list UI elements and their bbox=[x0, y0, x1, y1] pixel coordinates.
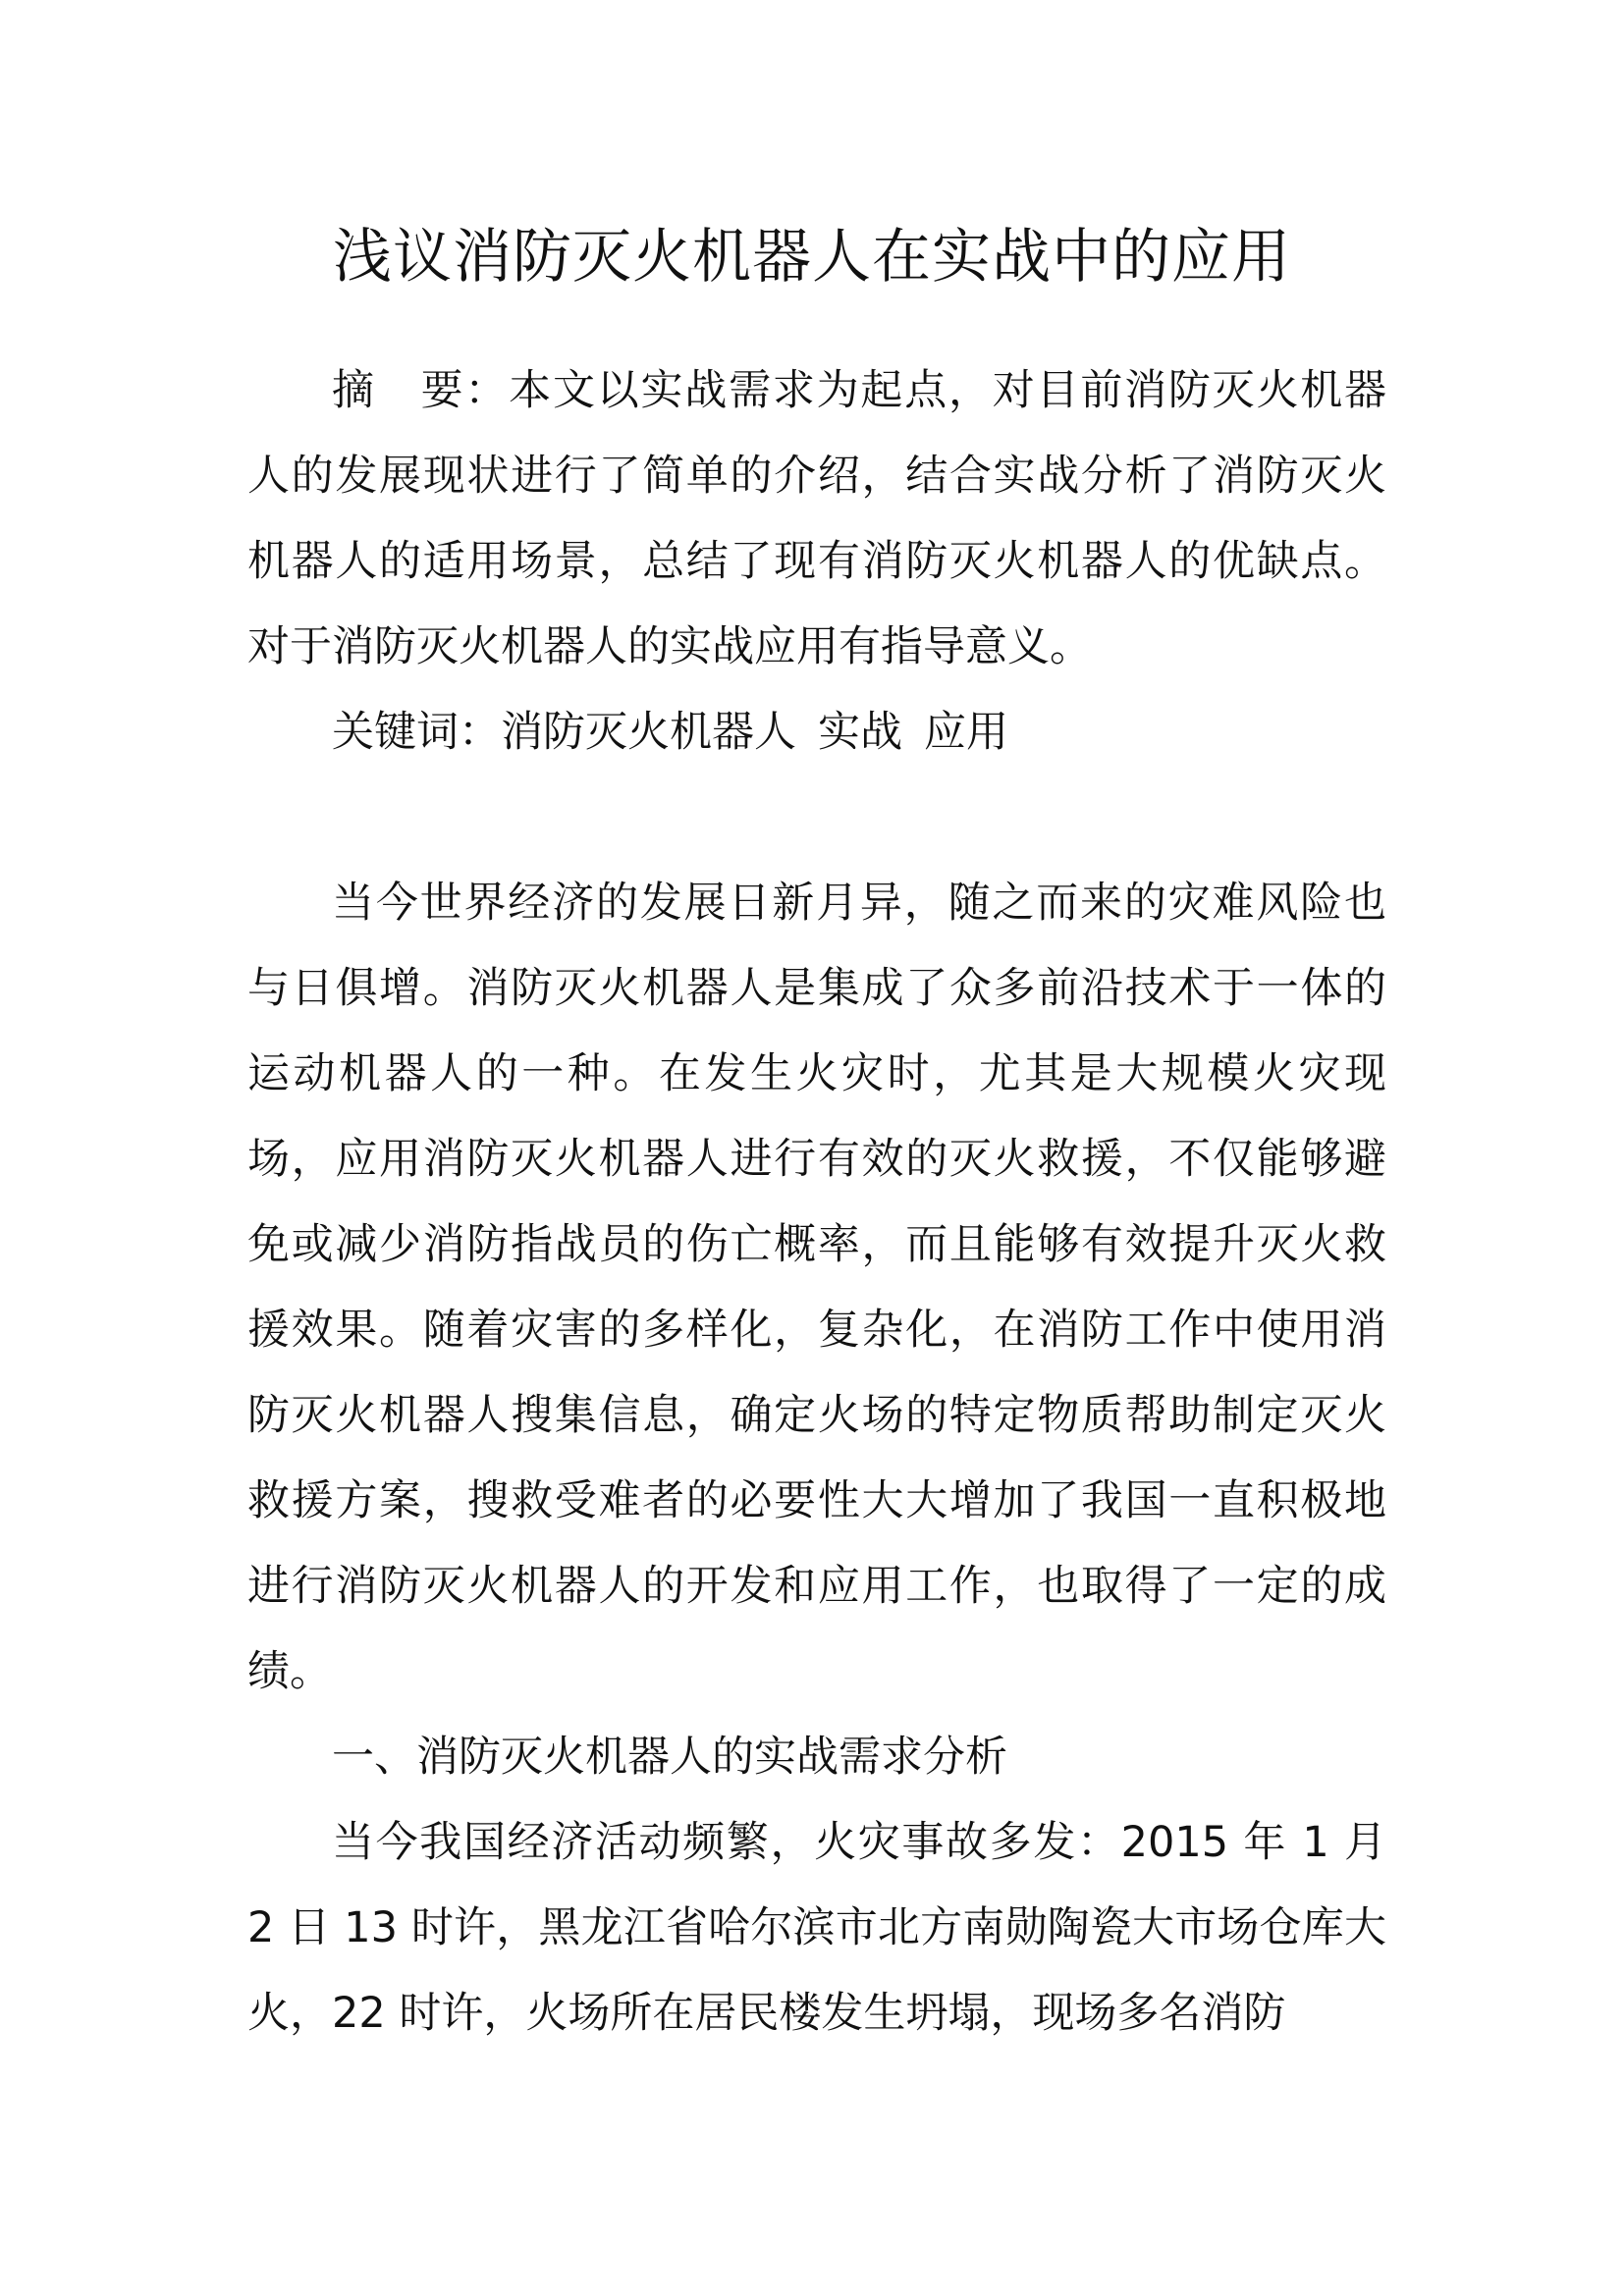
abstract-paragraph bbox=[247, 348, 1386, 690]
blank-line bbox=[247, 775, 1386, 861]
keyword-2: 实战 bbox=[818, 708, 902, 757]
section-heading-1: 一、消防灭火机器人的实战需求分析 bbox=[332, 1733, 1007, 1782]
body-paragraph-1: 当今世界经济的发展日新月异，随之而来的灾难风险也与日俱增。消防灭火机器人是集成了众多前沿技术于一体的运动机器人的一种。在发生火灾时，尤其是大规模火灾现场，应用消防灭火机器人进行有效的灭火救援，不仅能够避免或减少消防指战员的伤亡概率，而且能够有效提升灭火救援效果。随着灾害的多样化，复杂化，在消防工作中使用消防灭火机器人搜集信息，确定火场的特定物质帮助制定灭火救援方案，搜救受难者的必要性大大增加了我国一直积极地进行消防灭火机器人的开发和应用工作，也取得了一定的成绩。 bbox=[247, 879, 1386, 1696]
keyword-1: 消防灭火机器人 bbox=[501, 708, 796, 757]
abstract-label-1: 摘 bbox=[332, 366, 376, 415]
document-title: 浅议消防灭火机器人在实战中的应用 bbox=[333, 223, 1291, 292]
body-paragraph-2: 当今我国经济活动频繁，火灾事故多发：2015 年 1 月 2 日 13 时许，黑龙江省哈尔滨市北方南勋陶瓷大市场仓库大火，22 时许，火场所在居民楼发生坍塌，现场多名消防 bbox=[247, 1818, 1386, 2038]
document-body bbox=[247, 348, 1386, 2056]
keyword-3: 应用 bbox=[924, 708, 1008, 757]
abstract-text: 本文以实战需求为起点，对目前消防灭火机器人的发展现状进行了简单的介绍，结合实战分析了消防灭火机器人的适用场景，总结了现有消防灭火机器人的优缺点。对于消防灭火机器人的实战应用有指导意义。 bbox=[247, 366, 1387, 671]
keywords-paragraph bbox=[247, 690, 1386, 775]
abstract-label-2: 要： bbox=[418, 366, 510, 415]
keywords-label: 关键词： bbox=[332, 708, 501, 757]
